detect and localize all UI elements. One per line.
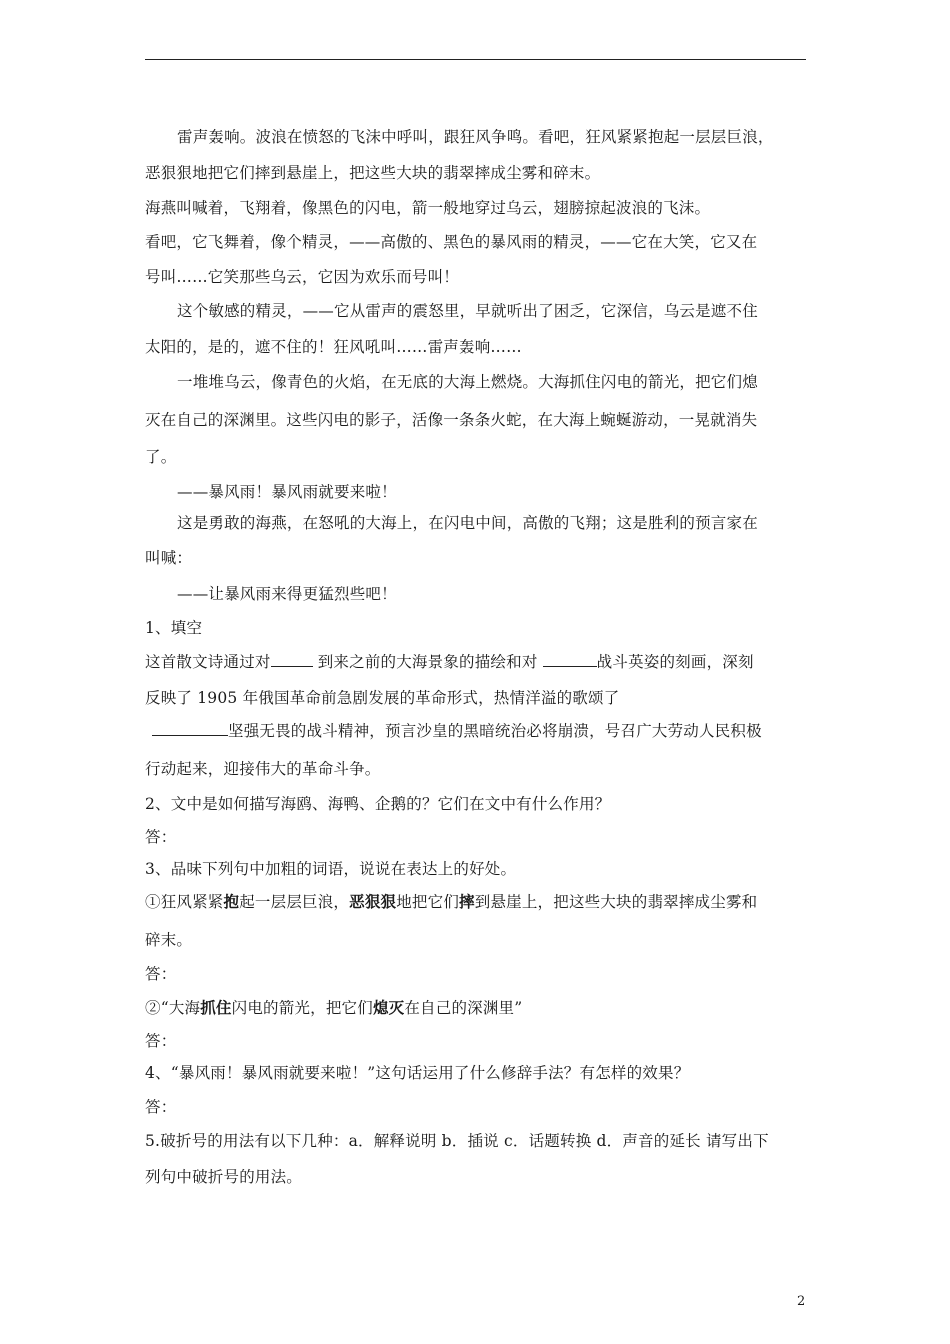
- question-1-line: 行动起来，迎接伟大的革命斗争。: [145, 760, 381, 778]
- passage-line: 灭在自己的深渊里。这些闪电的影子，活像一条条火蛇，在大海上蜿蜒游动，一晃就消失: [145, 411, 758, 429]
- answer-label: 答：: [145, 965, 177, 983]
- page-number: 2: [797, 1294, 806, 1309]
- passage-line: 恶狠狠地把它们摔到悬崖上，把这些大块的翡翠摔成尘雾和碎末。: [145, 164, 601, 182]
- question-1-line: 这首散文诗通过对 到来之前的大海景象的描绘和对 战斗英姿的刻画，深刻: [145, 653, 754, 671]
- question-3-sentence-1: ①狂风紧紧抱起一层层巨浪，恶狠狠地把它们摔到悬崖上，把这些大块的翡翠摔成尘雾和: [145, 892, 758, 911]
- question-1-title: 1、填空: [145, 619, 203, 637]
- fill-blank: [543, 652, 597, 667]
- passage-line: 海燕叫喊着，飞翔着，像黑色的闪电，箭一般地穿过乌云，翅膀掠起波浪的飞沫。: [145, 199, 711, 217]
- question-3-sentence-1: 碎末。: [145, 931, 193, 949]
- passage-line: 这个敏感的精灵，——它从雷声的震怒里，早就听出了困乏，它深信，乌云是遮不住: [177, 302, 758, 320]
- passage-line: 一堆堆乌云，像青色的火焰，在无底的大海上燃烧。大海抓住闪电的箭光，把它们熄: [177, 373, 758, 391]
- header-rule: [145, 59, 806, 60]
- passage-line: 看吧，它飞舞着，像个精灵，——高傲的、黑色的暴风雨的精灵，——它在大笑，它又在: [145, 233, 758, 251]
- question-5: 5.破折号的用法有以下几种：a．解释说明 b．插说 c．话题转换 d．声音的延长 请写出下: [145, 1132, 769, 1150]
- fill-blank: [152, 721, 228, 736]
- answer-label: 答：: [145, 1032, 177, 1050]
- question-4: 4、“暴风雨！暴风雨就要来啦！”这句话运用了什么修辞手法？有怎样的效果？: [145, 1064, 690, 1082]
- passage-line: 了。: [145, 448, 177, 466]
- passage-line: 叫喊：: [145, 549, 193, 567]
- answer-label: 答：: [145, 1098, 177, 1116]
- question-1-line: 坚强无畏的战斗精神，预言沙皇的黑暗统治必将崩溃，号召广大劳动人民积极: [145, 721, 762, 741]
- passage-line: 太阳的，是的，遮不住的！狂风吼叫……雷声轰响……: [145, 338, 522, 356]
- question-3: 3、品味下列句中加粗的词语，说说在表达上的好处。: [145, 860, 517, 878]
- question-3-sentence-2: ②“大海抓住闪电的箭光，把它们熄灭在自己的深渊里”: [145, 998, 523, 1017]
- passage-line: ——让暴风雨来得更猛烈些吧！: [177, 585, 397, 603]
- answer-label: 答：: [145, 828, 177, 846]
- question-5: 列句中破折号的用法。: [145, 1168, 303, 1186]
- question-2: 2、文中是如何描写海鸥、海鸭、企鹅的？它们在文中有什么作用？: [145, 795, 611, 813]
- passage-line: 号叫……它笑那些乌云，它因为欢乐而号叫！: [145, 268, 460, 286]
- fill-blank: [271, 652, 313, 667]
- passage-line: ——暴风雨！暴风雨就要来啦！: [177, 483, 397, 501]
- question-1-line: 反映了 1905 年俄国革命前急剧发展的革命形式，热情洋溢的歌颂了: [145, 689, 620, 707]
- passage-line: 雷声轰响。波浪在愤怒的飞沫中呼叫，跟狂风争鸣。看吧，狂风紧紧抱起一层层巨浪，: [177, 128, 774, 146]
- passage-line: 这是勇敢的海燕，在怒吼的大海上，在闪电中间，高傲的飞翔；这是胜利的预言家在: [177, 514, 758, 532]
